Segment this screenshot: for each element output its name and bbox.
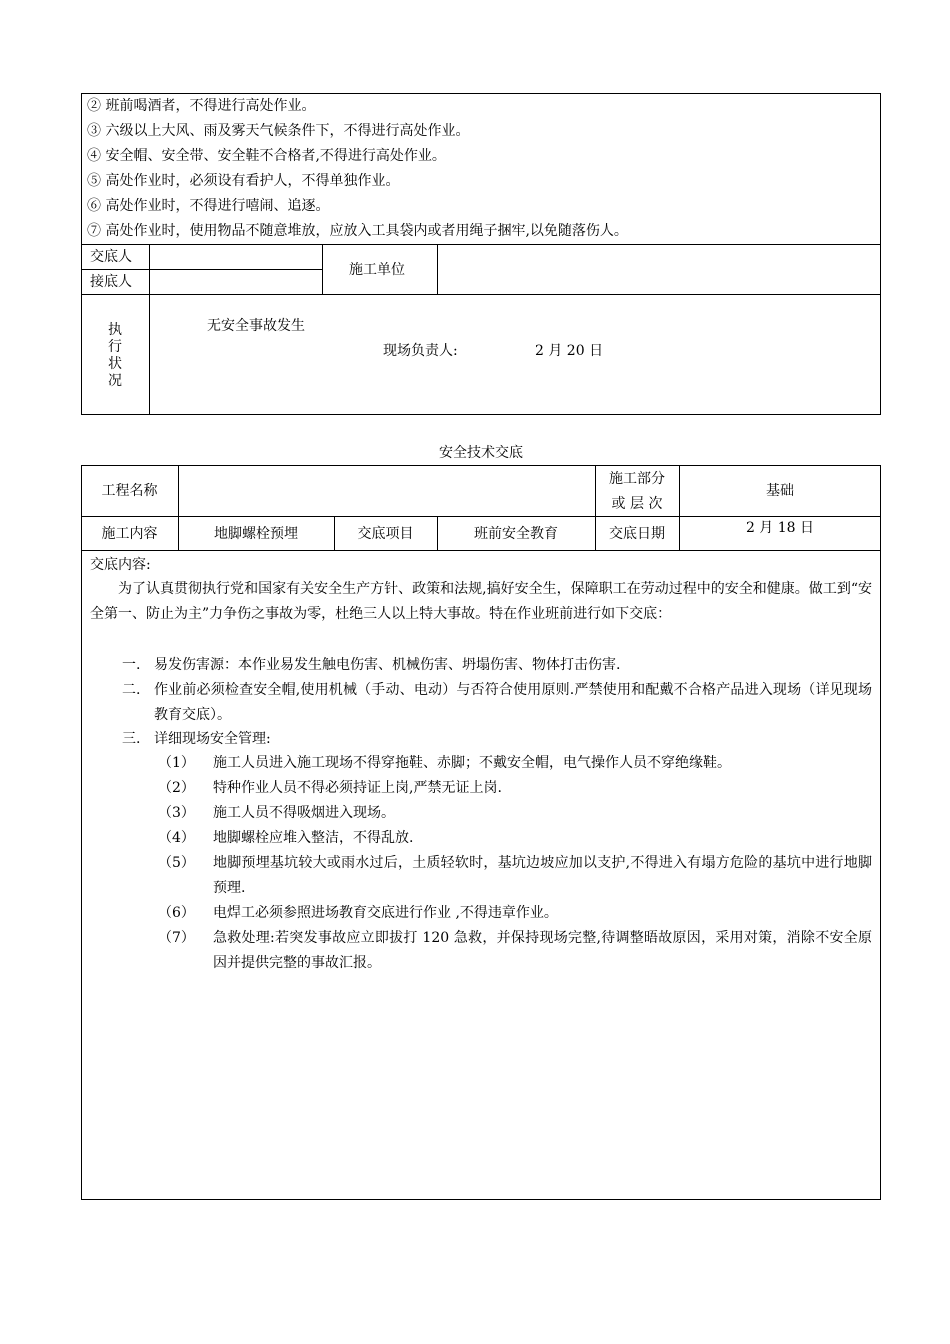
- execution-note: 无安全事故发生: [207, 318, 305, 334]
- section-number: 一.: [122, 657, 141, 673]
- item-text: 急救处理:若突发事故应立即拔打 120 急救，并保持现场完整,待调整晤故原因，采用对策，消除不安全原因并提供完整的事故汇报。: [213, 930, 872, 971]
- form-title: 安全技术交底: [439, 445, 523, 461]
- item-text: 地脚螺栓应堆入整洁，不得乱放.: [213, 830, 414, 846]
- divider: [81, 550, 881, 551]
- briefing-item-value: 班前安全教育: [474, 526, 558, 542]
- item-number: （5）: [158, 855, 195, 871]
- divider: [679, 465, 680, 551]
- body-heading: 交底内容:: [90, 557, 151, 573]
- construction-part-label: 施工部分: [609, 471, 665, 487]
- item-text: 施工人员进入施工现场不得穿拖鞋、赤脚；不戴安全帽，电气操作人员不穿绝缘鞋。: [213, 755, 731, 771]
- briefing-date-label: 交底日期: [609, 526, 665, 542]
- top-form-table: [81, 93, 881, 415]
- item-text: 电焊工必须参照进场教育交底进行作业 ,不得违章作业。: [213, 905, 558, 921]
- section-number: 二.: [122, 682, 141, 698]
- item-number: （7）: [158, 930, 195, 946]
- divider: [81, 269, 323, 270]
- section-text: 作业前必须检查安全帽,使用机械（手动、电动）与否符合使用原则.严禁使用和配戴不合格产品进入现场（详见现场教育交底）。: [154, 682, 872, 723]
- construction-content-label: 施工内容: [101, 526, 158, 542]
- section-text: 详细现场安全管理:: [154, 731, 271, 747]
- site-manager-label: 现场负责人:: [383, 343, 458, 359]
- item-number: （1）: [158, 755, 195, 771]
- divider: [149, 244, 150, 415]
- rule-line-4: ④ 安全帽、安全带、安全鞋不合格者,不得进行高处作业。: [87, 148, 446, 164]
- section-number: 三.: [122, 731, 141, 747]
- construction-content-value: 地脚螺栓预埋: [214, 526, 298, 542]
- divider: [81, 516, 881, 517]
- divider: [81, 244, 881, 245]
- item-number: （4）: [158, 830, 195, 846]
- item-text: 特种作业人员不得必须持证上岗,严禁无证上岗.: [213, 780, 502, 796]
- briefing-date-value: 2 月 18 日: [745, 520, 815, 536]
- item-text: 地脚预埋基坑较大或雨水过后，土质轻软时，基坑边坡应加以支护,不得进入有塌方危险的基坑中进行地脚预理.: [213, 855, 872, 896]
- execution-status-char: 执: [108, 322, 122, 338]
- intro-paragraph: 为了认真贯彻执行党和国家有关安全生产方针、政策和法规,搞好安全生，保障职工在劳动过程中的安全和健康。做工到“安全第一、防止为主”力争伤之事故为零，杜绝三人以上特大事故。特在作业班前进行如下交底：: [90, 581, 872, 622]
- execution-status-char: 况: [108, 373, 122, 389]
- project-name-label: 工程名称: [101, 483, 158, 499]
- rule-line-5: ⑤ 高处作业时，必须设有看护人，不得单独作业。: [87, 173, 400, 189]
- construction-unit-label: 施工单位: [349, 262, 405, 278]
- rule-line-3: ③ 六级以上大风、雨及雾天气候条件下，不得进行高处作业。: [87, 123, 470, 139]
- item-number: （3）: [158, 805, 195, 821]
- briefing-item-label: 交底项目: [357, 526, 414, 542]
- item-text: 施工人员不得吸烟进入现场。: [213, 805, 395, 821]
- construction-part-value: 基础: [766, 483, 794, 499]
- rule-line-6: ⑥ 高处作业时，不得进行嘻闹、追逐。: [87, 198, 330, 214]
- execution-status-label: [105, 322, 125, 390]
- section-text: 易发伤害源：本作业易发生触电伤害、机械伤害、坍塌伤害、物体打击伤害.: [154, 657, 621, 673]
- item-number: （6）: [158, 905, 195, 921]
- rule-line-7: ⑦ 高处作业时，使用物品不随意堆放，应放入工具袋内或者用绳子捆牢,以免随落伤人。: [87, 223, 628, 239]
- site-manager-date: 2 月 20 日: [535, 343, 604, 359]
- divider: [81, 294, 881, 295]
- divider: [437, 244, 438, 295]
- safety-briefing-table: [81, 465, 881, 1200]
- receiver-person-label: 接底人: [90, 274, 132, 290]
- handover-person-label: 交底人: [90, 249, 132, 265]
- item-number: （2）: [158, 780, 195, 796]
- execution-status-char: 状: [108, 356, 122, 372]
- execution-status-char: 行: [108, 339, 122, 355]
- construction-part-label-2: 或 层 次: [611, 496, 663, 512]
- rule-line-2: ② 班前喝酒者，不得进行高处作业。: [87, 98, 316, 114]
- divider: [322, 244, 323, 295]
